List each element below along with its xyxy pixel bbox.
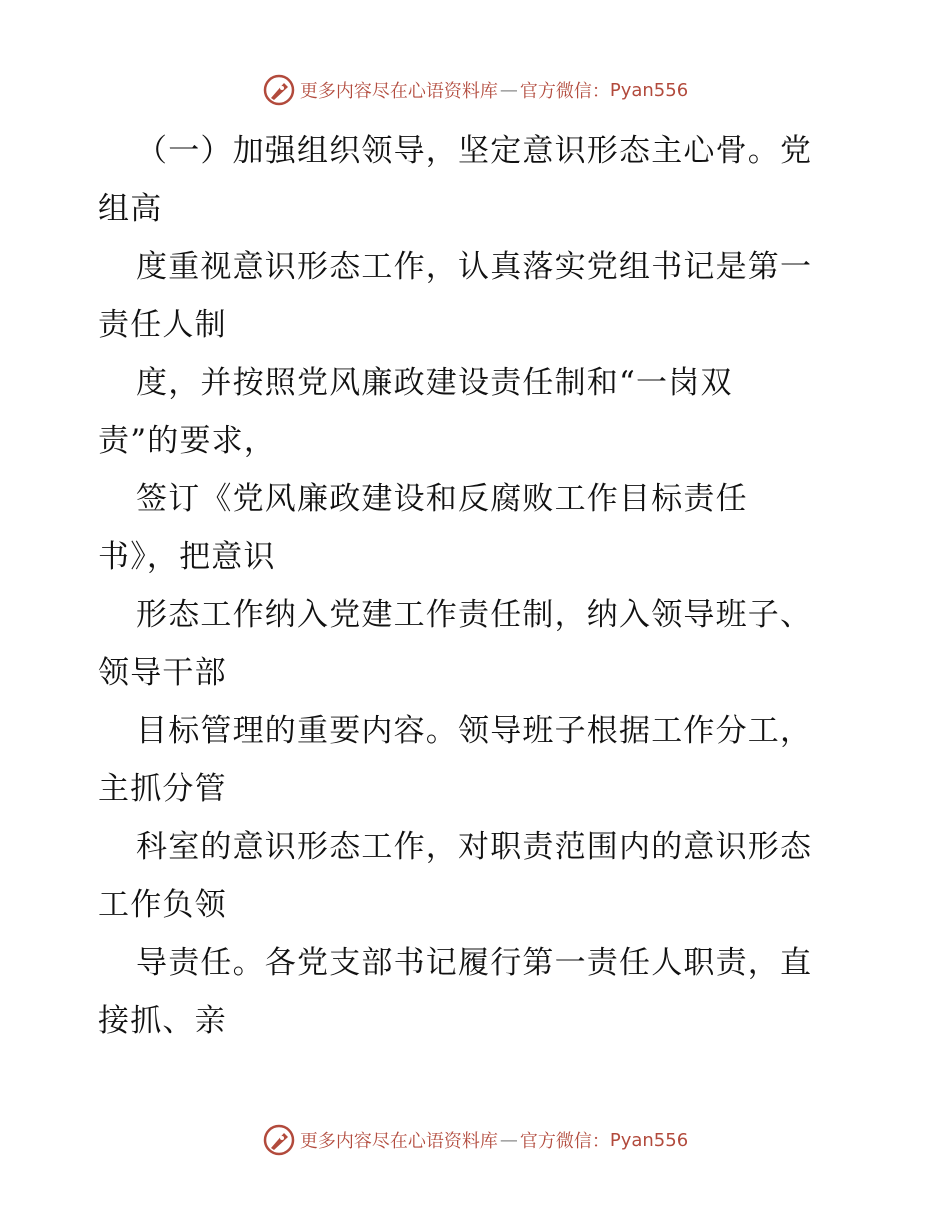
body-line: 领导干部 — [98, 655, 227, 691]
body-line: 组高 — [98, 191, 163, 227]
body-line: 主抓分管 — [98, 771, 227, 807]
document-body — [98, 122, 858, 1050]
body-line: 目标管理的重要内容。领导班子根据工作分工， — [136, 713, 813, 749]
footer-promo-text: 更多内容尽在心语资料库 — [299, 1131, 498, 1152]
body-line: 科室的意识形态工作，对职责范围内的意识形态 — [136, 829, 813, 865]
body-line: 责”的要求， — [98, 423, 277, 459]
body-line: 导责任。各党支部书记履行第一责任人职责，直 — [136, 945, 813, 981]
footer-separator: — — [499, 1129, 518, 1151]
body-line: 签订《党风廉政建设和反腐败工作目标责任 — [136, 481, 748, 517]
footer-wechat-id: Pyan556 — [609, 1129, 689, 1151]
header-wechat-label: 官方微信： — [519, 81, 610, 102]
body-line: 书》，把意识 — [98, 539, 276, 575]
body-line: 度重视意识形态工作，认真落实党组书记是第一 — [136, 249, 813, 285]
body-line: 度，并按照党风廉政建设责任制和“一岗双 — [136, 365, 733, 401]
header-promo-text: 更多内容尽在心语资料库 — [299, 81, 498, 102]
body-line: 接抓、亲 — [98, 1003, 227, 1039]
footer-banner — [0, 1122, 950, 1158]
body-line: 形态工作纳入党建工作责任制，纳入领导班子、 — [136, 597, 813, 633]
header-wechat-id: Pyan556 — [609, 79, 689, 101]
header-banner — [0, 72, 950, 108]
pen-nib-logo-icon — [262, 1123, 296, 1157]
body-line: （一）加强组织领导，坚定意识形态主心骨。党 — [136, 133, 813, 169]
pen-nib-logo-icon — [262, 73, 296, 107]
body-line: 工作负领 — [98, 887, 227, 923]
footer-wechat-label: 官方微信： — [519, 1131, 610, 1152]
header-separator: — — [499, 79, 518, 101]
body-line: 责任人制 — [98, 307, 227, 343]
